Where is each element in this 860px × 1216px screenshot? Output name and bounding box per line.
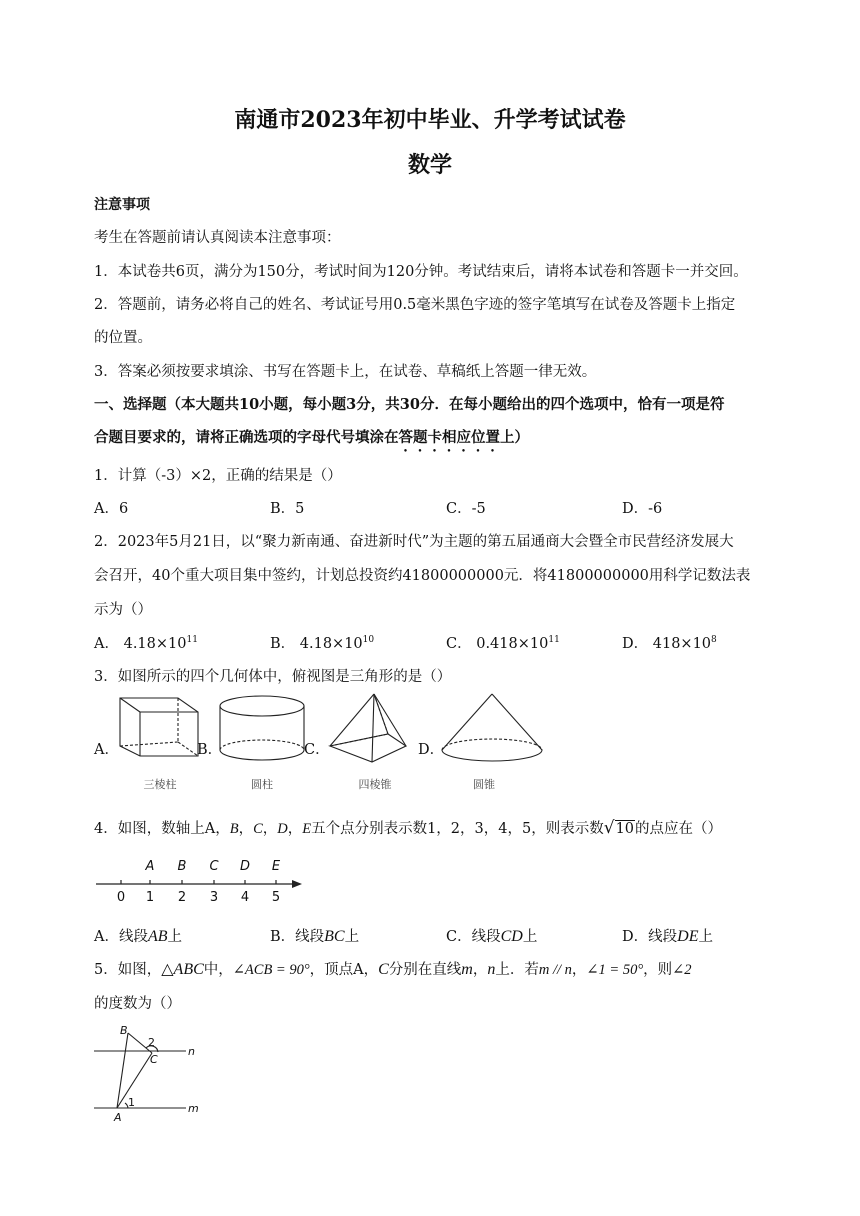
caption-prism: 三棱柱 — [143, 778, 177, 791]
notice-item-2a: 2．答题前，请务必将自己的姓名、考试证号用0.5毫米黑色字迹的签字笔填写在试卷及答题卡上指定 — [94, 297, 736, 313]
q3-option-c: C． — [304, 742, 330, 758]
axis-number-0: 0 — [116, 890, 126, 905]
q4-stem: 4．如图，数轴上A，B，C，D，E五个点分别表示数1，2，3，4，5，则表示数√10的点应在（） — [94, 818, 723, 838]
sqrt-symbol: √ — [603, 818, 615, 838]
q3-option-a: A． — [94, 742, 119, 758]
caption-cone: 圆锥 — [473, 778, 495, 791]
exam-title: 南通市2023年初中毕业、升学考试试卷 — [234, 107, 626, 133]
q1-option-a: A．6 — [94, 501, 129, 517]
axis-number-2: 2 — [177, 890, 187, 905]
q3-option-d: D． — [418, 742, 445, 758]
q3-stem: 3．如图所示的四个几何体中，俯视图是三角形的是（） — [94, 669, 452, 685]
fig-label-angle2: 2 — [148, 1036, 155, 1049]
axis-point-e: E — [271, 859, 281, 874]
triangular-prism-icon — [120, 698, 198, 756]
section1-line2 — [94, 426, 529, 455]
q2-option-b: B． $4.18\times 10^{10}$ — [270, 635, 375, 652]
parallel-lines-figure — [90, 1022, 210, 1122]
q4-option-c: C．线段CD上 — [446, 928, 538, 945]
axis-number-1: 1 — [145, 890, 155, 905]
notice-item-1: 1．本试卷共6页，满分为150分，考试时间为120分钟。考试结束后，请将本试卷和答题卡一并交回。 — [94, 264, 748, 280]
notice-intro: 考生在答题前请认真阅读本注意事项： — [94, 230, 341, 246]
axis-number-3: 3 — [209, 890, 219, 905]
notice-heading: 注意事项 — [94, 197, 150, 213]
q4-option-a: A．线段AB上 — [94, 928, 183, 945]
q2-option-c: C． $0.418\times 10^{11}$ — [446, 635, 560, 652]
q1-option-b: B．5 — [270, 501, 305, 517]
caption-pyramid: 四棱锥 — [358, 778, 392, 791]
fig-label-b: B — [120, 1024, 128, 1037]
axis-number-5: 5 — [271, 890, 281, 905]
section1-line1: 一、选择题（本大题共10小题，每小题3分，共30分．在每小题给出的四个选项中，恰有一项是符 — [94, 396, 725, 413]
axis-point-c: C — [209, 859, 219, 874]
fig-label-n: n — [188, 1045, 195, 1058]
q5-line1: 5．如图，△ABC中，∠ACB = 90°，顶点A，C分别在直线m，n上．若m // n，∠1 = 50°，则∠2 — [94, 961, 692, 978]
cylinder-icon — [220, 696, 304, 760]
q5-line2: 的度数为（） — [94, 996, 181, 1012]
q1-stem: 1．计算（-3）×2，正确的结果是（） — [94, 468, 342, 484]
fig-label-angle1: 1 — [128, 1096, 135, 1109]
axis-point-a: A — [145, 859, 155, 874]
axis-number-4: 4 — [240, 890, 250, 905]
notice-item-2b: 的位置。 — [94, 330, 152, 346]
q2-line2: 会召开，40个重大项目集中签约，计划总投资约41800000000元．将41800000000用科学记数法表 — [94, 568, 751, 584]
fig-label-a: A — [114, 1111, 122, 1124]
fig-label-m: m — [188, 1102, 199, 1115]
subject-title: 数学 — [407, 152, 452, 178]
number-line-figure — [92, 852, 312, 908]
fig-label-c: C — [150, 1053, 158, 1066]
cone-icon — [442, 694, 542, 761]
section1-line2-pre: 合题目要求的，请将正确选项的字母代号填涂在 — [94, 429, 399, 446]
q1-option-c: C．-5 — [446, 501, 486, 517]
q4-option-d: D．线段DE上 — [622, 928, 713, 945]
axis-point-d: D — [239, 859, 251, 874]
q2-line1: 2．2023年5月21日，以“聚力新南通、奋进新时代”为主题的第五届通商大会暨全市民营经济发展大 — [94, 534, 734, 550]
q2-option-a: A． $4.18\times 10^{11}$ — [94, 635, 198, 652]
axis-point-b: B — [177, 859, 187, 874]
section1-line2-dotted: 答题卡相应位置 — [398, 429, 500, 446]
q3-option-b: B． — [197, 742, 223, 758]
section1-line2-post: 上） — [500, 429, 529, 446]
q1-option-d: D．-6 — [622, 501, 663, 517]
q3-solids-figure — [112, 690, 495, 794]
q2-option-d: D． $418\times 10^8$ — [622, 635, 717, 652]
q4-option-b: B．线段BC上 — [270, 928, 360, 945]
notice-item-3: 3．答案必须按要求填涂、书写在答题卡上，在试卷、草稿纸上答题一律无效。 — [94, 364, 597, 380]
square-pyramid-icon — [330, 694, 406, 762]
q2-line3: 示为（） — [94, 602, 152, 618]
caption-cylinder: 圆柱 — [251, 778, 273, 791]
